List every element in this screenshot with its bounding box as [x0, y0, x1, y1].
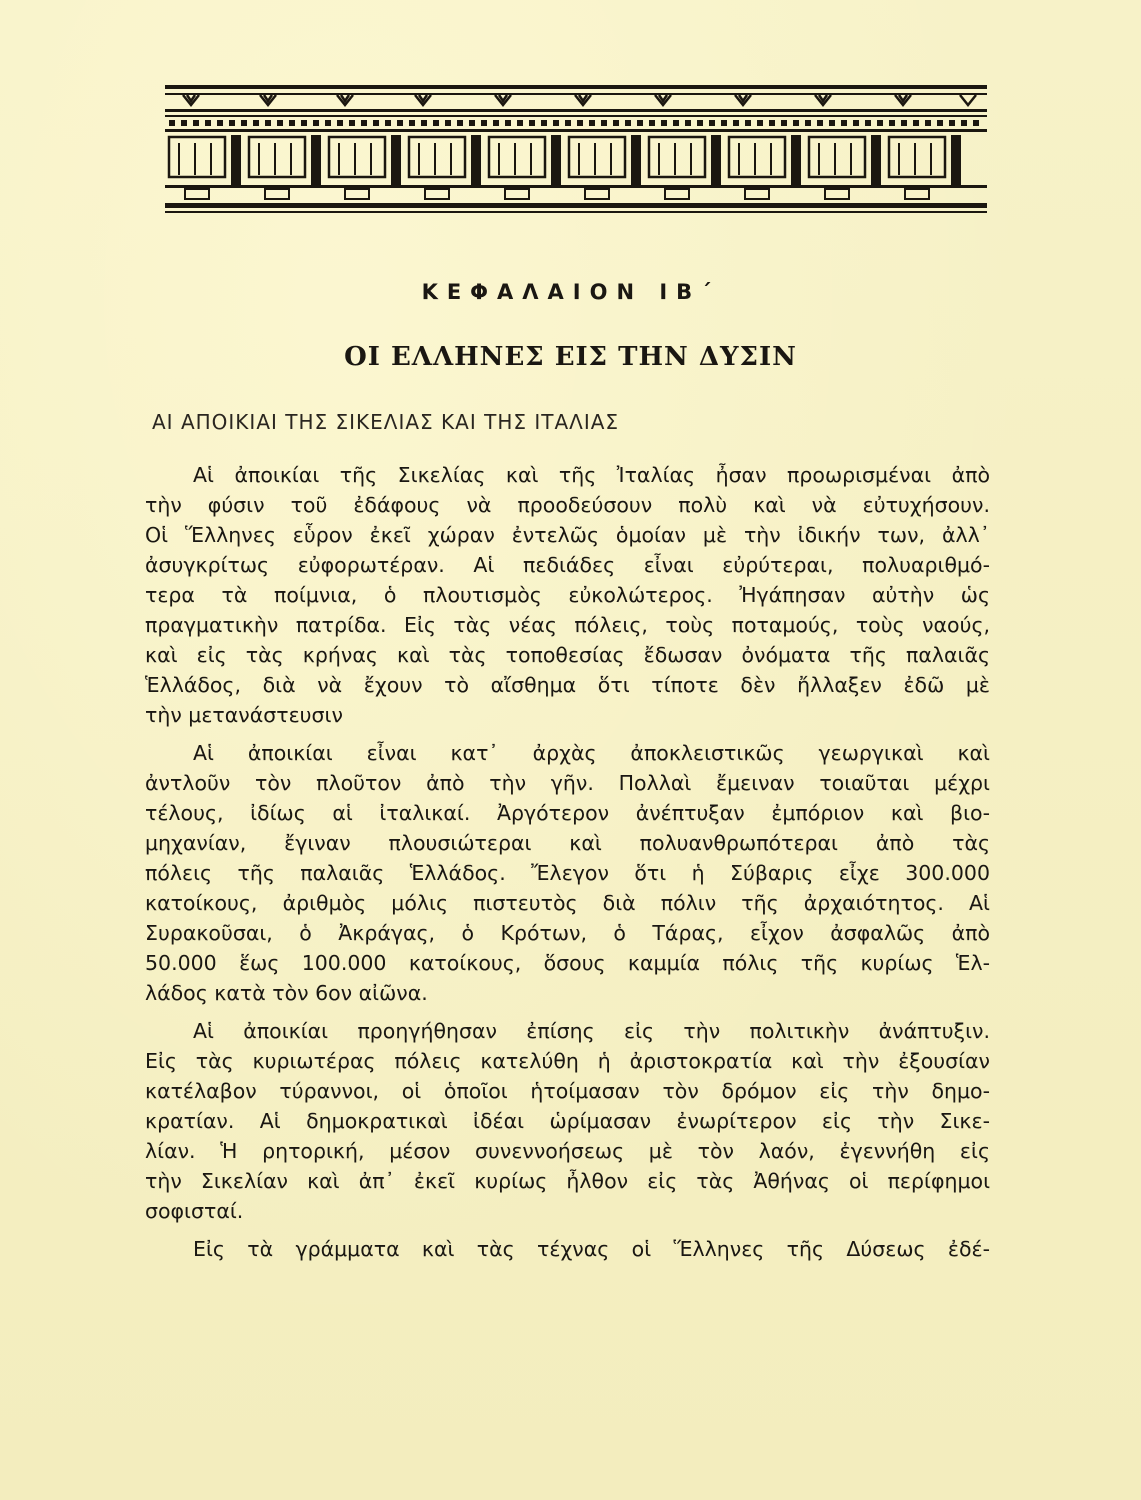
text-line: Οἱ Ἕλληνες εὗρον ἐκεῖ χώραν ἐντελῶς ὁμοίαν μὲ τὴν ἰδικήν των, ἀλλ᾽: [145, 523, 990, 547]
chapter-label: ΚΕΦΑΛΑΙΟΝ ΙΒ΄: [421, 280, 720, 304]
section-subtitle: ΑΙ ΑΠΟΙΚΙΑΙ ΤΗΣ ΣΙΚΕΛΙΑΣ ΚΑΙ ΤΗΣ ΙΤΑΛΙΑΣ: [152, 410, 620, 434]
text-line: Αἱ ἀποικίαι εἶναι κατ᾽ ἀρχὰς ἀποκλειστικῶς γεωργικαὶ καὶ: [193, 741, 990, 765]
text-line: ἀντλοῦν τὸν πλοῦτον ἀπὸ τὴν γῆν. Πολλαὶ ἔμειναν τοιαῦται μέχρι: [145, 771, 990, 795]
text-line: Ἑλλάδος, διὰ νὰ ἔχουν τὸ αἴσθημα ὅτι τίποτε δὲν ἤλλαξεν ἐδῶ μὲ: [145, 673, 990, 697]
text-line: ἀσυγκρίτως εὐφορωτέραν. Αἱ πεδιάδες εἶναι εὐρύτεραι, πολυαριθμό-: [145, 553, 990, 577]
text-line: λάδος κατὰ τὸν 6ον αἰῶνα.: [145, 981, 428, 1005]
text-line: καὶ εἰς τὰς κρήνας καὶ τὰς τοποθεσίας ἔδωσαν ὀνόματα τῆς παλαιᾶς: [145, 643, 990, 667]
paragraph: [145, 738, 990, 1008]
text-line: Εἰς τὰς κυριωτέρας πόλεις κατελύθη ἡ ἀριστοκρατία καὶ τὴν ἐξουσίαν: [145, 1049, 990, 1073]
text-line: τέλους, ἰδίως αἱ ἰταλικαί. Ἀργότερον ἀνέπτυξαν ἐμπόριον καὶ βιο-: [145, 801, 990, 825]
paragraph: [145, 1234, 990, 1264]
text-line: πόλεις τῆς παλαιᾶς Ἑλλάδος. Ἔλεγον ὅτι ἡ Σύβαρις εἶχε 300.000: [145, 861, 990, 885]
text-line: Συρακοῦσαι, ὁ Ἀκράγας, ὁ Κρότων, ὁ Τάρας, εἶχον ἀσφαλῶς ἀπὸ: [145, 921, 990, 945]
text-line: κατοίκους, ἀριθμὸς μόλις πιστευτὸς διὰ πόλιν τῆς ἀρχαιότητος. Αἱ: [145, 891, 990, 915]
text-line: Εἰς τὰ γράμματα καὶ τὰς τέχνας οἱ Ἕλληνες τῆς Δύσεως ἐδέ-: [193, 1237, 990, 1261]
text-line: λίαν. Ἡ ρητορική, μέσον συνεννοήσεως μὲ τὸν λαόν, ἐγεννήθη εἰς: [145, 1139, 990, 1163]
text-line: πραγματικὴν πατρίδα. Εἰς τὰς νέας πόλεις, τοὺς ποταμούς, τοὺς ναούς,: [145, 613, 990, 637]
text-line: τὴν μετανάστευσιν: [145, 703, 343, 727]
text-line: κατέλαβον τύραννοι, οἱ ὁποῖοι ἡτοίμασαν τὸν δρόμον εἰς τὴν δημο-: [145, 1079, 990, 1103]
body-text: [145, 460, 990, 1264]
text-line: τὴν Σικελίαν καὶ ἀπ᾽ ἐκεῖ κυρίως ἦλθον εἰς τὰς Ἀθήνας οἱ περίφημοι: [145, 1169, 990, 1193]
text-line: Αἱ ἀποικίαι προηγήθησαν ἐπίσης εἰς τὴν πολιτικὴν ἀνάπτυξιν.: [193, 1019, 990, 1043]
text-line: Αἱ ἀποικίαι τῆς Σικελίας καὶ τῆς Ἰταλίας ἦσαν προωρισμέναι ἀπὸ: [193, 463, 990, 487]
text-line: σοφισταί.: [145, 1199, 244, 1223]
paragraph: [145, 460, 990, 730]
greek-temple-frieze-ornament: [165, 85, 987, 217]
chapter-title: ΟΙ ΕΛΛΗΝΕΣ ΕΙΣ ΤΗΝ ΔΥΣΙΝ: [344, 342, 797, 372]
text-line: κρατίαν. Αἱ δημοκρατικαὶ ἰδέαι ὡρίμασαν ἐνωρίτερον εἰς τὴν Σικε-: [145, 1109, 990, 1133]
text-line: μηχανίαν, ἔγιναν πλουσιώτεραι καὶ πολυανθρωπότεραι ἀπὸ τὰς: [145, 831, 990, 855]
text-line: τὴν φύσιν τοῦ ἐδάφους νὰ προοδεύσουν πολὺ καὶ νὰ εὐτυχήσουν.: [145, 493, 990, 517]
text-line: τερα τὰ ποίμνια, ὁ πλουτισμὸς εὐκολώτερος. Ἠγάπησαν αὐτὴν ὡς: [145, 583, 990, 607]
text-line: 50.000 ἕως 100.000 κατοίκους, ὅσους καμμία πόλις τῆς κυρίως Ἑλ-: [145, 951, 990, 975]
paragraph: [145, 1016, 990, 1226]
